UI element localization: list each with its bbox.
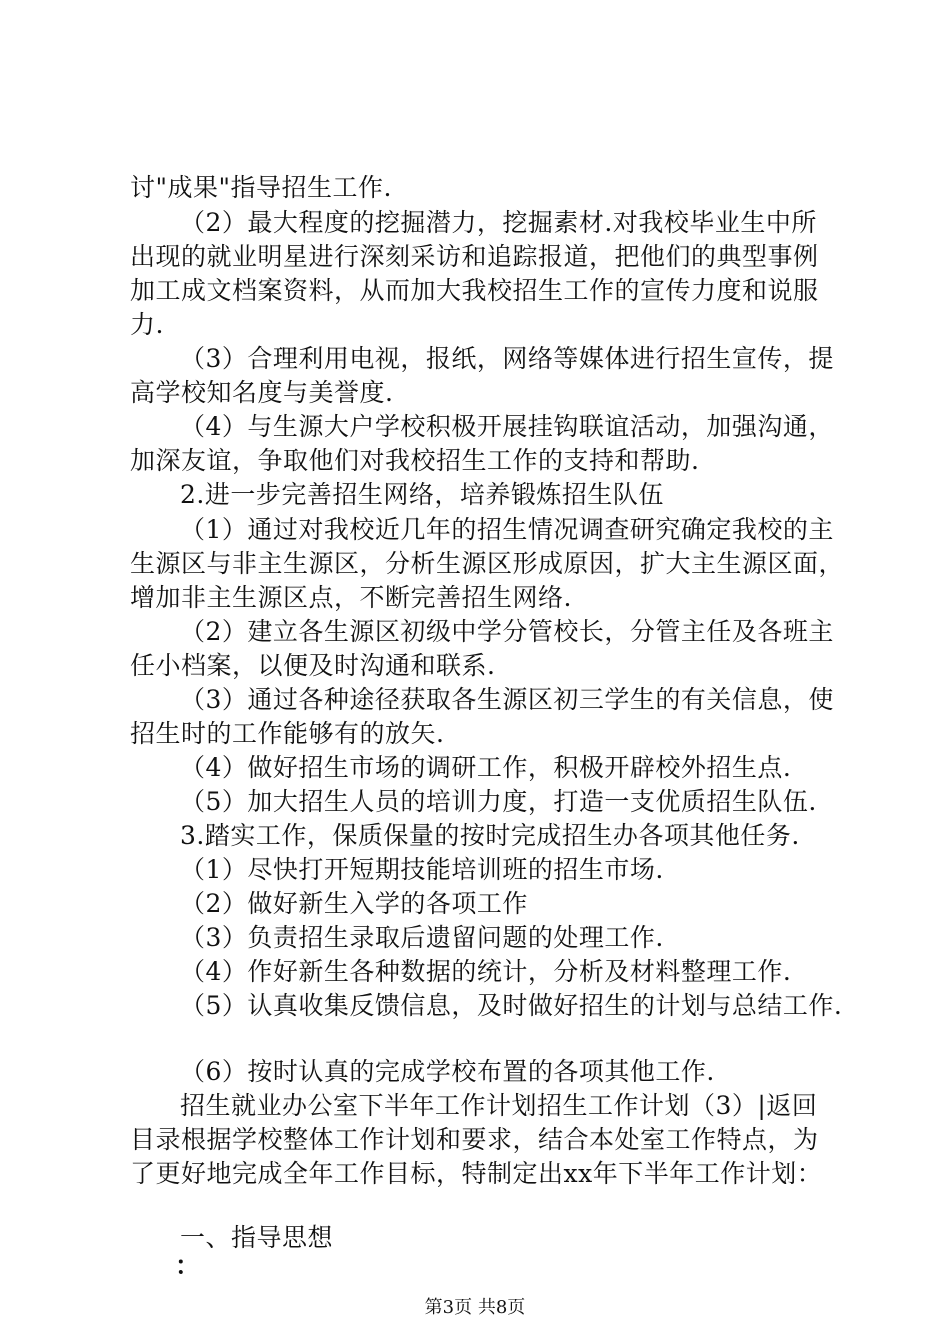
text-line: 出现的就业明星进行深刻采访和追踪报道，把他们的典型事例: [130, 242, 819, 271]
section-heading: 2.进一步完善招生网络，培养锻炼招生队伍: [180, 480, 664, 509]
text-line: （5）认真收集反馈信息，及时做好招生的计划与总结工作.: [180, 991, 843, 1020]
section-heading: 一、指导思想: [180, 1223, 334, 1252]
text-line: ：: [175, 1251, 201, 1280]
page-number-footer: 第3页 共8页: [424, 1297, 526, 1318]
text-line: （4）做好招生市场的调研工作，积极开辟校外招生点.: [180, 753, 792, 782]
text-line: 加深友谊，争取他们对我校招生工作的支持和帮助.: [130, 446, 700, 475]
text-line: （6）按时认真的完成学校布置的各项其他工作.: [180, 1057, 715, 1086]
text-line: （3）负责招生录取后遗留问题的处理工作.: [180, 923, 664, 952]
text-line: （2）建立各生源区初级中学分管校长，分管主任及各班主: [180, 617, 834, 646]
text-line: 加工成文档案资料，从而加大我校招生工作的宣传力度和说服: [130, 276, 819, 305]
text-line: 目录根据学校整体工作计划和要求，结合本处室工作特点，为: [130, 1125, 819, 1154]
text-line: （2）最大程度的挖掘潜力，挖掘素材.对我校毕业生中所: [180, 208, 817, 237]
text-line: 力.: [130, 310, 164, 339]
text-line: （1）尽快打开短期技能培训班的招生市场.: [180, 855, 664, 884]
text-line: 招生就业办公室下半年工作计划招生工作计划（3）|返回: [180, 1091, 818, 1120]
text-line: （4）作好新生各种数据的统计，分析及材料整理工作.: [180, 957, 792, 986]
text-line: 招生时的工作能够有的放矢.: [130, 719, 445, 748]
text-line: （1）通过对我校近几年的招生情况调查研究确定我校的主: [180, 515, 834, 544]
text-line: 任小档案，以便及时沟通和联系.: [130, 651, 496, 680]
text-line: （5）加大招生人员的培训力度，打造一支优质招生队伍.: [180, 787, 817, 816]
text-line: 讨"成果"指导招生工作.: [130, 173, 392, 202]
text-line: （4）与生源大户学校积极开展挂钩联谊活动，加强沟通，: [180, 412, 834, 441]
text-line: 高学校知名度与美誉度.: [130, 378, 394, 407]
section-heading: 3.踏实工作，保质保量的按时完成招生办各项其他任务.: [180, 821, 800, 850]
text-line: 生源区与非主生源区，分析生源区形成原因，扩大主生源区面，: [130, 549, 845, 578]
text-line: （3）合理利用电视，报纸，网络等媒体进行招生宣传，提: [180, 344, 834, 373]
text-line: （2）做好新生入学的各项工作: [180, 889, 528, 918]
text-line: （3）通过各种途径获取各生源区初三学生的有关信息，使: [180, 685, 834, 714]
text-line: 增加非主生源区点，不断完善招生网络.: [130, 583, 572, 612]
text-line: 了更好地完成全年工作目标，特制定出xx年下半年工作计划：: [130, 1159, 823, 1188]
